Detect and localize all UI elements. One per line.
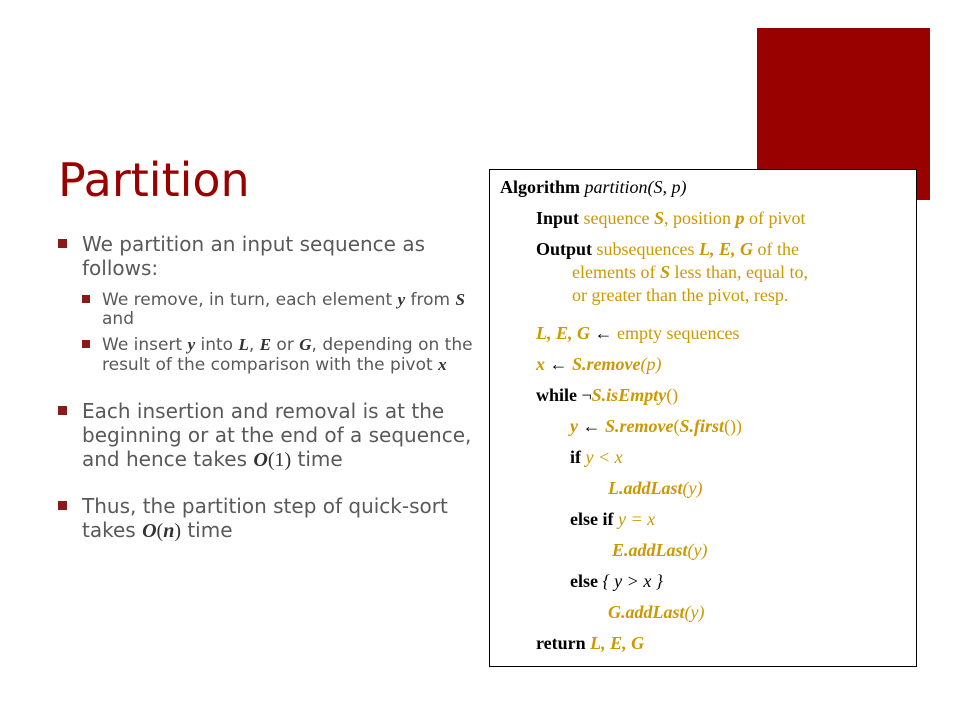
if-line: if y < x	[570, 447, 623, 467]
bullet-item: Each insertion and removal is at the beginning or at the end of a sequence, and hence takes O(1) time	[58, 399, 483, 472]
input-line: Input sequence S, position p of pivot	[536, 208, 806, 228]
output-line: Output subsequences L, E, G of the	[536, 239, 799, 259]
output-line-2: elements of S less than, equal to,	[572, 262, 808, 282]
algorithm-box	[489, 169, 917, 667]
while-line: while ¬S.isEmpty()	[536, 385, 679, 405]
return-line: return L, E, G	[536, 633, 645, 653]
square-bullet-icon	[58, 501, 67, 510]
square-bullet-icon	[58, 406, 67, 415]
square-bullet-icon	[58, 239, 67, 248]
sub-bullet-item: We insert y into L, E or G, depending on the result of the comparison with the pivot x	[82, 335, 483, 375]
square-bullet-icon	[82, 295, 90, 303]
bullet-item: We partition an input sequence as follows:	[58, 232, 483, 280]
algorithm-header: Algorithm partition(S, p)	[500, 177, 687, 197]
output-line-3: or greater than the pivot, resp.	[572, 285, 789, 305]
pivot-line: x ← S.remove(p)	[536, 354, 662, 374]
bullet-item: Thus, the partition step of quick-sort takes O(n) time	[58, 494, 483, 543]
sub-bullet-item: We remove, in turn, each element y from S and	[82, 290, 483, 329]
slide-title: Partition	[58, 153, 250, 207]
add-g-line: G.addLast(y)	[608, 602, 705, 622]
else-line: else { y > x }	[570, 571, 664, 591]
remove-line: y ← S.remove(S.first())	[570, 416, 742, 436]
square-bullet-icon	[82, 340, 90, 348]
add-e-line: E.addLast(y)	[612, 540, 708, 560]
bullet-list	[58, 232, 483, 543]
init-line: L, E, G ← empty sequences	[536, 323, 740, 343]
add-l-line: L.addLast(y)	[608, 478, 703, 498]
elseif-line: else if y = x	[570, 509, 656, 529]
